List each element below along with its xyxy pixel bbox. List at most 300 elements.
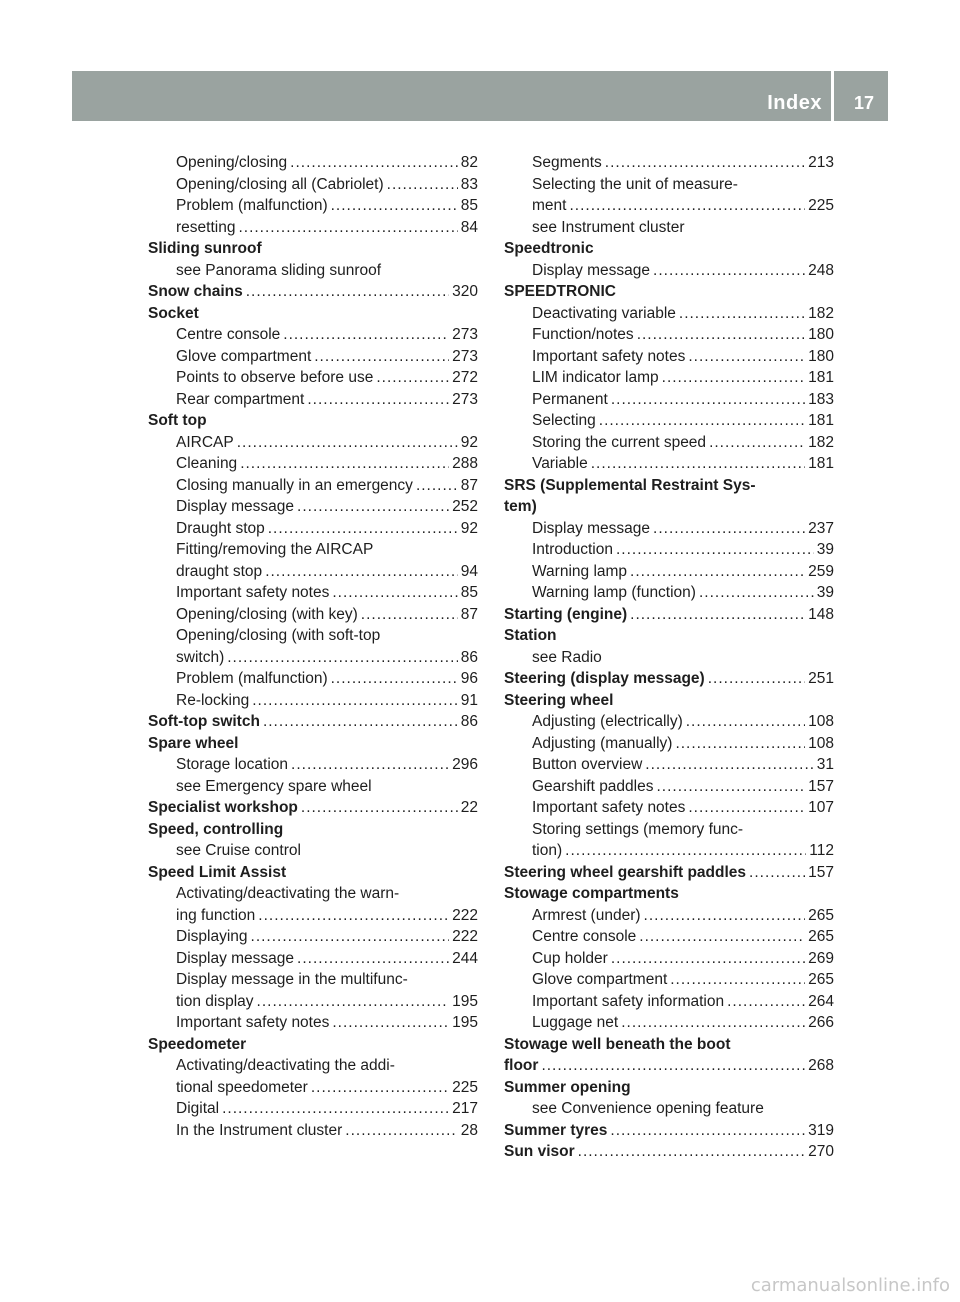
entry-text: Summer opening <box>504 1078 631 1096</box>
index-entry <box>504 668 834 690</box>
entry-text: Activating/deactivating the warn- <box>176 885 400 902</box>
page-ref: 270 <box>808 1143 834 1160</box>
entry-text: Centre console <box>176 326 281 343</box>
entry-text: Warning lamp <box>532 562 628 580</box>
leader-dots <box>749 862 805 884</box>
index-subentry <box>148 1077 478 1099</box>
page-ref: 272 <box>452 369 478 386</box>
page-ref: 252 <box>452 498 478 515</box>
entry-text: Centre console <box>532 928 637 945</box>
page-ref: 181 <box>808 412 834 429</box>
index-entry <box>504 496 834 518</box>
index-subentry <box>504 539 834 561</box>
index-entry <box>148 862 478 884</box>
entry-text: Displaying <box>176 928 248 945</box>
entry-text: draught stop <box>176 562 263 580</box>
leader-dots <box>709 432 805 454</box>
entry-text: Starting (engine) <box>504 605 628 623</box>
index-subentry <box>504 303 834 325</box>
index-subentry <box>148 453 478 475</box>
index-entry <box>504 238 834 260</box>
leader-dots <box>238 217 457 239</box>
entry-text: Permanent <box>532 390 608 408</box>
entry-text: Speedtronic <box>504 240 594 257</box>
leader-dots <box>699 582 814 604</box>
leader-dots <box>376 367 449 389</box>
index-subentry <box>504 346 834 368</box>
page-ref: 273 <box>452 347 478 365</box>
page-ref: 195 <box>452 1014 478 1031</box>
index-column-right <box>504 152 834 1163</box>
entry-text: AIRCAP <box>176 433 234 451</box>
index-entry <box>504 1077 834 1099</box>
entry-text: Re-locking <box>176 691 250 709</box>
entry-text: Display message <box>532 519 651 537</box>
entry-text: Important safety information <box>532 992 725 1010</box>
leader-dots <box>605 152 805 174</box>
index-subentry <box>148 496 478 518</box>
entry-text: Draught stop <box>176 519 265 537</box>
leader-dots <box>297 496 449 518</box>
index-subentry <box>148 625 478 647</box>
index-subentry <box>148 174 478 196</box>
entry-text: Adjusting (manually) <box>532 734 673 752</box>
page-ref: 266 <box>808 1014 834 1031</box>
entry-text: tion) <box>532 842 563 859</box>
leader-dots <box>688 797 805 819</box>
index-subentry <box>504 389 834 411</box>
leader-dots <box>670 969 805 991</box>
page-ref: 237 <box>808 519 834 537</box>
leader-dots <box>268 518 458 540</box>
entry-text: Display message <box>176 498 295 515</box>
index-subentry <box>148 217 478 239</box>
page-ref: 83 <box>460 175 478 193</box>
page-ref: 28 <box>460 1121 478 1139</box>
index-entry <box>504 1120 834 1142</box>
page-ref: 157 <box>808 777 834 795</box>
entry-text: Closing manually in an emergency <box>176 476 413 494</box>
watermark: carmanualsonline.info <box>750 1275 950 1296</box>
index-subentry <box>148 948 478 970</box>
index-subentry <box>148 324 478 346</box>
index-entry <box>504 1055 834 1077</box>
leader-dots <box>314 346 449 368</box>
index-entry <box>148 797 478 819</box>
leader-dots <box>237 432 458 454</box>
header-divider <box>831 71 834 121</box>
entry-text: Sun visor <box>504 1143 575 1160</box>
leader-dots <box>569 195 805 217</box>
entry-text: Station <box>504 627 557 644</box>
page-ref: 251 <box>808 670 834 687</box>
index-subentry <box>148 260 478 282</box>
section-title: Index <box>767 92 822 114</box>
index-subentry <box>504 410 834 432</box>
page-ref: 31 <box>816 756 834 773</box>
index-subentry <box>148 152 478 174</box>
entry-text: tem) <box>504 498 537 515</box>
index-subentry <box>504 432 834 454</box>
entry-text: Opening/closing (with soft-top <box>176 627 381 644</box>
entry-text: Introduction <box>532 541 613 558</box>
page-ref: 84 <box>460 218 478 236</box>
index-subentry <box>504 195 834 217</box>
leader-dots <box>688 346 805 368</box>
entry-text: Sliding sunroof <box>148 240 262 257</box>
leader-dots <box>611 389 805 411</box>
index-subentry <box>504 518 834 540</box>
page-ref: 182 <box>808 304 834 322</box>
index-subentry <box>504 152 834 174</box>
entry-text: Variable <box>532 455 588 472</box>
entry-text: Function/notes <box>532 326 634 343</box>
entry-text: In the Instrument cluster <box>176 1121 343 1139</box>
page-ref: 107 <box>808 799 834 816</box>
entry-text: Cleaning <box>176 455 238 472</box>
leader-dots <box>246 281 449 303</box>
leader-dots <box>307 389 449 411</box>
entry-text: Important safety notes <box>176 584 330 601</box>
page-ref: 265 <box>808 971 834 988</box>
page-ref: 85 <box>460 584 478 601</box>
page-ref: 181 <box>808 369 834 386</box>
index-subentry <box>504 840 834 862</box>
entry-text: tion display <box>176 992 254 1010</box>
leader-dots <box>311 1077 449 1099</box>
entry-text: Steering (display message) <box>504 670 705 687</box>
leader-dots <box>653 260 805 282</box>
leader-dots <box>345 1120 457 1142</box>
index-subentry <box>504 991 834 1013</box>
page-ref: 320 <box>452 283 478 300</box>
entry-text: Steering wheel <box>504 691 614 709</box>
page-ref: 225 <box>808 197 834 214</box>
entry-text: Cup holder <box>532 949 608 967</box>
leader-dots <box>679 303 805 325</box>
index-entry <box>504 862 834 884</box>
entry-text: Summer tyres <box>504 1121 608 1139</box>
entry-text: Segments <box>532 154 602 171</box>
index-entry <box>504 475 834 497</box>
page-ref: 22 <box>460 799 478 816</box>
page-ref: 265 <box>808 906 834 924</box>
page-ref: 92 <box>460 519 478 537</box>
leader-dots <box>644 905 806 927</box>
entry-text: see Panorama sliding sunroof <box>176 261 382 279</box>
leader-dots <box>416 475 458 497</box>
index-subentry <box>148 668 478 690</box>
entry-text: resetting <box>176 218 236 236</box>
index-subentry <box>148 905 478 927</box>
index-subentry <box>504 561 834 583</box>
entry-text: Adjusting (electrically) <box>532 713 683 730</box>
page-ref: 181 <box>808 455 834 472</box>
entry-text: Soft-top switch <box>148 713 260 730</box>
index-subentry <box>148 475 478 497</box>
leader-dots <box>257 991 450 1013</box>
index-subentry <box>148 346 478 368</box>
leader-dots <box>686 711 805 733</box>
index-subentry <box>504 733 834 755</box>
entry-text: Stowage well beneath the boot <box>504 1035 731 1053</box>
index-subentry <box>148 647 478 669</box>
index-subentry <box>504 324 834 346</box>
entry-text: Spare wheel <box>148 734 239 752</box>
entry-text: Storing settings (memory func- <box>532 820 744 838</box>
index-column-left <box>148 152 478 1141</box>
page-ref: 39 <box>816 584 834 601</box>
leader-dots <box>708 668 805 690</box>
leader-dots <box>265 561 458 583</box>
index-entry <box>148 733 478 755</box>
leader-dots <box>610 1120 805 1142</box>
index-subentry <box>504 1098 834 1120</box>
leader-dots <box>283 324 449 346</box>
page-ref: 319 <box>808 1121 834 1139</box>
leader-dots <box>630 561 805 583</box>
leader-dots <box>297 948 449 970</box>
entry-text: Important safety notes <box>532 347 686 365</box>
page-ref: 182 <box>808 433 834 451</box>
entry-text: ing function <box>176 906 256 924</box>
index-subentry <box>148 582 478 604</box>
index-subentry <box>148 432 478 454</box>
entry-text: Opening/closing <box>176 154 288 171</box>
page-ref: 94 <box>460 562 478 580</box>
index-subentry <box>148 883 478 905</box>
index-subentry <box>148 1012 478 1034</box>
leader-dots <box>541 1055 805 1077</box>
index-entry <box>504 883 834 905</box>
page-ref: 217 <box>452 1100 478 1117</box>
entry-text: Stowage compartments <box>504 885 679 902</box>
leader-dots <box>290 152 458 174</box>
page-ref: 148 <box>808 605 834 623</box>
leader-dots <box>565 840 806 862</box>
index-subentry <box>504 174 834 196</box>
entry-text: Speedometer <box>148 1035 247 1053</box>
leader-dots <box>332 582 457 604</box>
page-ref: 296 <box>452 756 478 773</box>
entry-text: see Emergency spare wheel <box>176 777 372 795</box>
leader-dots <box>616 539 814 561</box>
leader-dots <box>599 410 805 432</box>
page-ref: 248 <box>808 261 834 279</box>
page-ref: 86 <box>460 648 478 666</box>
index-subentry <box>148 195 478 217</box>
page-ref: 222 <box>452 906 478 924</box>
leader-dots <box>263 711 458 733</box>
page-ref: 259 <box>808 562 834 580</box>
page-ref: 157 <box>808 863 834 881</box>
page-ref: 264 <box>808 992 834 1010</box>
entry-text: Glove compartment <box>176 347 312 365</box>
page-ref: 273 <box>452 326 478 343</box>
index-entry <box>504 1034 834 1056</box>
page-ref: 265 <box>808 928 834 945</box>
leader-dots <box>227 647 458 669</box>
entry-text: Opening/closing (with key) <box>176 605 358 623</box>
page-ref: 213 <box>808 154 834 171</box>
index-subentry <box>148 1098 478 1120</box>
entry-text: Glove compartment <box>532 971 668 988</box>
leader-dots <box>222 1098 449 1120</box>
index-entry <box>148 711 478 733</box>
index-entry <box>148 281 478 303</box>
page-ref: 92 <box>460 433 478 451</box>
entry-text: see Cruise control <box>176 842 301 859</box>
page-ref: 268 <box>808 1057 834 1074</box>
index-subentry <box>148 367 478 389</box>
index-entry <box>148 410 478 432</box>
page-number: 17 <box>853 93 874 113</box>
index-entry <box>504 690 834 712</box>
entry-text: see Convenience opening feature <box>532 1100 764 1117</box>
index-subentry <box>504 905 834 927</box>
leader-dots <box>637 324 805 346</box>
leader-dots <box>645 754 813 776</box>
index-subentry <box>504 217 834 239</box>
entry-text: LIM indicator lamp <box>532 369 659 386</box>
page-ref: 85 <box>460 197 478 214</box>
index-subentry <box>148 754 478 776</box>
leader-dots <box>657 776 806 798</box>
index-subentry <box>148 561 478 583</box>
entry-text: Points to observe before use <box>176 369 374 386</box>
leader-dots <box>387 174 458 196</box>
leader-dots <box>630 604 805 626</box>
index-subentry <box>148 991 478 1013</box>
entry-text: switch) <box>176 648 225 666</box>
entry-text: Deactivating variable <box>532 304 676 322</box>
entry-text: Luggage net <box>532 1014 619 1031</box>
index-subentry <box>504 969 834 991</box>
page-ref: 87 <box>460 476 478 494</box>
entry-text: Fitting/removing the AIRCAP <box>176 541 374 558</box>
page-ref: 87 <box>460 605 478 623</box>
entry-text: Speed Limit Assist <box>148 863 287 881</box>
index-subentry <box>148 1120 478 1142</box>
page-ref: 225 <box>452 1078 478 1096</box>
entry-text: SRS (Supplemental Restraint Sys- <box>504 476 756 494</box>
index-subentry <box>504 260 834 282</box>
leader-dots <box>240 453 449 475</box>
index-entry <box>504 604 834 626</box>
page-ref: 82 <box>460 154 478 171</box>
leader-dots <box>291 754 449 776</box>
index-subentry <box>148 539 478 561</box>
leader-dots <box>653 518 805 540</box>
index-subentry <box>504 582 834 604</box>
leader-dots <box>727 991 805 1013</box>
entry-text: Rear compartment <box>176 390 305 408</box>
entry-text: ment <box>532 197 567 214</box>
entry-text: Important safety notes <box>176 1014 330 1031</box>
index-subentry <box>148 389 478 411</box>
index-entry <box>148 819 478 841</box>
index-subentry <box>148 926 478 948</box>
entry-text: Warning lamp (function) <box>532 584 696 601</box>
page-ref: 86 <box>460 713 478 730</box>
entry-text: Storage location <box>176 756 289 773</box>
entry-text: Display message <box>532 261 651 279</box>
leader-dots <box>611 948 805 970</box>
index-subentry <box>504 453 834 475</box>
leader-dots <box>331 195 458 217</box>
index-subentry <box>504 948 834 970</box>
index-subentry <box>148 1055 478 1077</box>
entry-text: see Radio <box>532 648 602 666</box>
page-ref: 222 <box>452 928 478 945</box>
index-subentry <box>504 776 834 798</box>
entry-text: Problem (malfunction) <box>176 197 328 214</box>
page-ref: 39 <box>816 541 834 558</box>
page-ref: 183 <box>808 390 834 408</box>
entry-text: Digital <box>176 1100 220 1117</box>
page-ref: 108 <box>808 713 834 730</box>
leader-dots <box>301 797 458 819</box>
index-subentry <box>148 518 478 540</box>
index-subentry <box>504 819 834 841</box>
entry-text: Soft top <box>148 412 207 429</box>
page-ref: 195 <box>452 992 478 1010</box>
entry-text: Specialist workshop <box>148 799 298 816</box>
index-entry <box>504 625 834 647</box>
entry-text: Problem (malfunction) <box>176 670 328 687</box>
entry-text: Button overview <box>532 756 643 773</box>
leader-dots <box>361 604 458 626</box>
page-ref: 288 <box>452 455 478 472</box>
leader-dots <box>258 905 449 927</box>
index-subentry <box>504 647 834 669</box>
leader-dots <box>331 668 458 690</box>
leader-dots <box>591 453 805 475</box>
index-subentry <box>148 969 478 991</box>
index-subentry <box>504 926 834 948</box>
page-ref: 91 <box>460 691 478 709</box>
index-subentry <box>504 367 834 389</box>
index-entry <box>504 281 834 303</box>
page-ref: 180 <box>808 347 834 365</box>
page-ref: 273 <box>452 390 478 408</box>
index-subentry <box>504 1012 834 1034</box>
leader-dots <box>578 1141 805 1163</box>
index-subentry <box>148 604 478 626</box>
leader-dots <box>662 367 805 389</box>
entry-text: Steering wheel gearshift paddles <box>504 863 747 881</box>
page-ref: 180 <box>808 326 834 343</box>
entry-text: Display message <box>176 949 295 967</box>
leader-dots <box>252 690 458 712</box>
entry-text: Gearshift paddles <box>532 777 654 795</box>
entry-text: Important safety notes <box>532 799 686 816</box>
page-ref: 244 <box>452 949 478 967</box>
index-subentry <box>504 754 834 776</box>
index-subentry <box>504 797 834 819</box>
page-ref: 108 <box>808 734 834 752</box>
page-header <box>72 71 888 121</box>
entry-text: SPEEDTRONIC <box>504 283 616 300</box>
index-subentry <box>148 776 478 798</box>
entry-text: Selecting the unit of measure- <box>532 175 738 193</box>
index-entry <box>148 303 478 325</box>
leader-dots <box>675 733 805 755</box>
leader-dots <box>639 926 805 948</box>
entry-text: Display message in the multifunc- <box>176 971 408 988</box>
entry-text: Opening/closing all (Cabriolet) <box>176 175 384 193</box>
leader-dots <box>251 926 450 948</box>
